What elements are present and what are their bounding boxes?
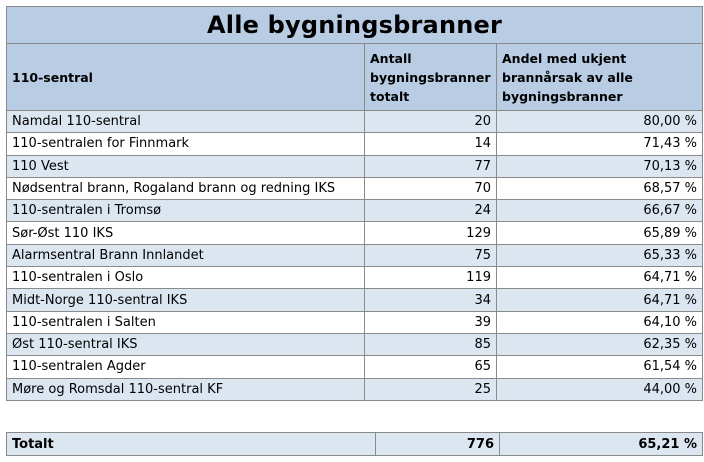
total-count-cell: 14	[365, 133, 497, 155]
central-name-cell: Nødsentral brann, Rogaland brann og redning IKS	[7, 177, 365, 199]
unknown-cause-share-cell: 80,00 %	[497, 111, 703, 133]
unknown-cause-share-cell: 65,33 %	[497, 244, 703, 266]
unknown-cause-share-cell: 68,57 %	[497, 177, 703, 199]
total-count-cell: 77	[365, 155, 497, 177]
table-title: Alle bygningsbranner	[7, 7, 703, 44]
table-row	[7, 111, 703, 133]
central-name-cell: Midt-Norge 110-sentral IKS	[7, 289, 365, 311]
total-count-cell: 75	[365, 244, 497, 266]
table-row	[7, 356, 703, 378]
column-header-total-count: Antall bygningsbranner totalt	[365, 44, 497, 111]
central-name-cell: Øst 110-sentral IKS	[7, 333, 365, 355]
total-count-cell: 119	[365, 267, 497, 289]
total-count-cell: 70	[365, 177, 497, 199]
unknown-cause-share-cell: 64,10 %	[497, 311, 703, 333]
table-body	[7, 111, 703, 401]
total-count-cell: 39	[365, 311, 497, 333]
central-name-cell: 110 Vest	[7, 155, 365, 177]
table-row	[7, 267, 703, 289]
table-row	[7, 155, 703, 177]
unknown-cause-share-cell: 44,00 %	[497, 378, 703, 400]
total-label: Totalt	[7, 433, 376, 456]
table-row	[7, 289, 703, 311]
central-name-cell: 110-sentralen Agder	[7, 356, 365, 378]
table-row	[7, 133, 703, 155]
table-row	[7, 378, 703, 400]
central-name-cell: 110-sentralen i Oslo	[7, 267, 365, 289]
table-row	[7, 222, 703, 244]
central-name-cell: Møre og Romsdal 110-sentral KF	[7, 378, 365, 400]
unknown-cause-share-cell: 66,67 %	[497, 200, 703, 222]
central-name-cell: Namdal 110-sentral	[7, 111, 365, 133]
total-share: 65,21 %	[500, 433, 703, 456]
unknown-cause-share-cell: 65,89 %	[497, 222, 703, 244]
column-header-unknown-cause-share: Andel med ukjent brannårsak av alle bygningsbranner	[497, 44, 703, 111]
fire-statistics-table	[6, 6, 703, 401]
table-row	[7, 177, 703, 199]
total-count-cell: 85	[365, 333, 497, 355]
table-row	[7, 200, 703, 222]
total-count-cell: 24	[365, 200, 497, 222]
unknown-cause-share-cell: 62,35 %	[497, 333, 703, 355]
unknown-cause-share-cell: 70,13 %	[497, 155, 703, 177]
central-name-cell: Sør-Øst 110 IKS	[7, 222, 365, 244]
column-header-central: 110-sentral	[7, 44, 365, 111]
table-row	[7, 311, 703, 333]
total-count-cell: 129	[365, 222, 497, 244]
central-name-cell: 110-sentralen for Finnmark	[7, 133, 365, 155]
total-count-cell: 25	[365, 378, 497, 400]
central-name-cell: 110-sentralen i Salten	[7, 311, 365, 333]
unknown-cause-share-cell: 71,43 %	[497, 133, 703, 155]
table-row	[7, 333, 703, 355]
central-name-cell: 110-sentralen i Tromsø	[7, 200, 365, 222]
total-count-cell: 65	[365, 356, 497, 378]
unknown-cause-share-cell: 61,54 %	[497, 356, 703, 378]
unknown-cause-share-cell: 64,71 %	[497, 267, 703, 289]
total-row	[7, 433, 703, 456]
total-count: 776	[376, 433, 500, 456]
table-row	[7, 244, 703, 266]
total-table	[6, 432, 703, 456]
total-count-cell: 34	[365, 289, 497, 311]
total-count-cell: 20	[365, 111, 497, 133]
unknown-cause-share-cell: 64,71 %	[497, 289, 703, 311]
central-name-cell: Alarmsentral Brann Innlandet	[7, 244, 365, 266]
